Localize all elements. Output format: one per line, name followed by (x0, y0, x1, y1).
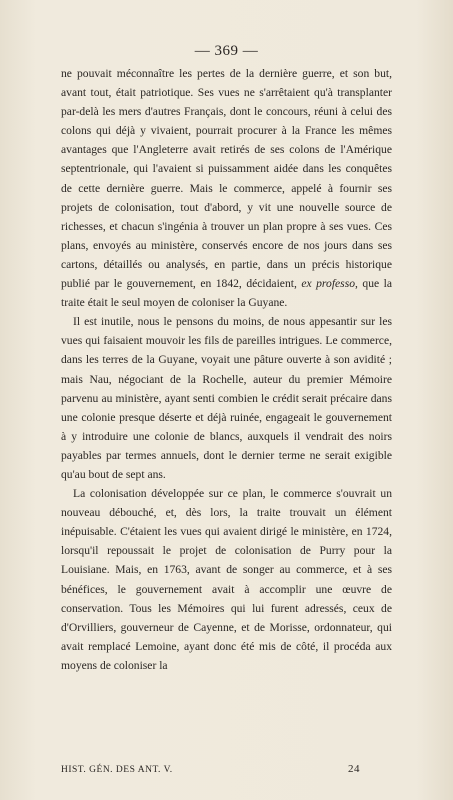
paragraph-1-italic: ex professo (301, 277, 356, 291)
paragraph-2 (61, 312, 392, 484)
paragraph-3-text: La colonisation développée sur ce plan, le commerce s'ouvrait un nouveau débouché, et, dès lors, la traite trouvait un élément inépuisable. C'étaient les vues qui avaient dirigé le ministère, en 1724, lorsqu'il repoussait le projet de colonisation de Purry pour la Louisiane. Mais, en 1763, avant de songer au commerce, et à ses bénéfices, le gouvernement avait à accomplir une œuvre de conservation. Tous les Mémoires qui lui furent adressés, ceux de d'Orvilliers, gouverneur de Cayenne, et de Morisse, ordonnateur, qui avait remplacé Lemoine, ayant donc été mis de côté, il procéda aux moyens de coloniser la (61, 487, 392, 672)
paragraph-1-text-b: , que la traite était le seul moyen de coloniser la Guyane. (61, 277, 392, 310)
paragraph-3 (61, 484, 392, 675)
body-text (61, 64, 392, 675)
paragraph-1-text-a: ne pouvait méconnaître les pertes de la dernière guerre, et son but, avant tout, était patriotique. Ses vues ne s'arrêtaient qu'à transplanter par-delà les mers d'autres Français, dont le concours, réuni à celui des colons qui déjà y vivaient, pourrait procurer à la France les mêmes avantages que l'Angleterre avait retirés de ses colons de l'Amérique septentrionale, qui l'avaient si puissamment aidée dans les conquêtes de cette dernière guerre. Mais le commerce, appelé à fournir ses projets de colonisation, tout d'abord, y vit une nouvelle source de richesses, et chacun s'ingénia à trouver un plan propre à ses vues. Ces plans, envoyés au ministère, conservés encore de nos jours dans ses cartons, détaillés ou analysés, en partie, dans un précis historique publié par le gouvernement, en 1842, décidaient, (61, 67, 392, 291)
paragraph-1 (61, 64, 392, 312)
paragraph-2-text: Il est inutile, nous le pensons du moins, de nous appesantir sur les vues qui faisaient mouvoir les fils de pareilles intrigues. Le commerce, dans les terres de la Guyane, voyait une pâture ouverte à son avidité ; mais Nau, négociant de la Rochelle, auteur du premier Mémoire parvenu au ministère, ayant senti combien le crédit serait précaire dans une colonie presque déserte et déjà ruinée, engageait le gouvernement à y introduire une colonie de blancs, auxquels il vendrait des noirs payables par termes annuels, dont le dernier terme ne serait exigible qu'au bout de sept ans. (61, 315, 392, 481)
page-footer (61, 763, 392, 775)
page-number: — 369 — (194, 43, 259, 59)
signature-mark: 24 (348, 763, 360, 775)
running-footer-title: HIST. GÉN. DES ANT. V. (61, 765, 173, 775)
